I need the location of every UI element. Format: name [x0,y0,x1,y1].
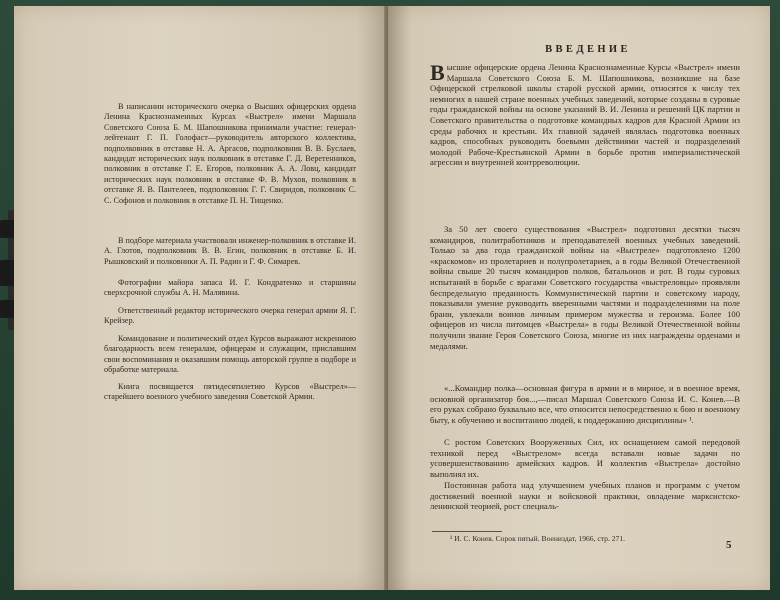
contributors-paragraph: В написании исторического очерка о Высших офицерских ордена Ленина Краснознаменных Курсах «Выстрел» имени Маршала Советского Союза Б. М. Шапошникова принимали участие: генерал-лейтенант Г. П. Голофаст—руководитель авторского коллектива, подполковник в отставке Н. А. Аргасов, подполковник В. В. Буслаев, кандидат исторических наук полковник в отставке Г. Д. Веретенников, полковник в отставке Г. Е. Егоров, полковник А. А. Ловц, кандидат исторических наук полковник в отставке Ф. В. Мухов, полковник в отставке Я. В. Пантелеев, подполковник Г. Г. Свиридов, полковник С. С. Софонов и полковник в отставке П. Н. Тищенко. [104,102,356,205]
left-page [14,6,386,590]
dedication-paragraph: Книга посвящается пятидесятилетию Курсов «Выстрел»—старейшего военного учебного заведения Советской Армии. [104,382,356,402]
acknowledgement-paragraph: Командование и политический отдел Курсов выражают искреннюю благодарность всем генералам, офицерам и служащим, приславшим свои воспоминания и оказавшим помощь авторской группе в подборе и обработке материала. [104,334,356,375]
growth-paragraph: С ростом Советских Вооруженных Сил, их оснащением самой передовой техникой перед «Выстрелом» всегда вставали новые задачи по усовершенствованию армейских кадров. И коллектив «Выстрела» достойно выполнял их. [430,437,740,479]
editor-paragraph: Ответственный редактор исторического очерка генерал армии Я. Г. Крейзер. [104,306,356,326]
materials-paragraph: В подборе материала участвовали инженер-полковник в отставке И. А. Глотов, подполковник В. В. Егин, полковник в отставке Б. И. Рышковский и полковники А. П. Радин и Г. Ф. Симарев. [104,236,356,266]
footnote: ¹ И. С. Конев. Сорок пятый. Воениздат, 1966, стр. 271. [450,534,626,543]
page-number: 5 [726,539,732,551]
continuing-paragraph: Постоянная работа над улучшением учебных планов и программ с учетом достижений военной науки и войсковой практики, овладение марксистско-ленинской теорией, рост специаль- [430,480,740,512]
quote-paragraph: «...Командир полка—основная фигура в армии и в мирное, и в военное время, основной организатор боя...,—писал Маршал Советского Союза И. С. Конев.—В его руках собрано буквально все, что относится непосредственно к бою и военному быту, к обучению и воспитанию людей, к поддержанию дисциплины» ¹. [430,383,740,425]
photos-paragraph: Фотографии майора запаса И. Г. Кондратенко и старшины сверхсрочной службы А. Н. Малявина. [104,278,356,298]
drop-cap: В [430,60,445,85]
footnote-rule [432,531,502,532]
chapter-heading: ВВЕДЕНИЕ [545,44,631,55]
history-paragraph: За 50 лет своего существования «Выстрел» подготовил десятки тысяч командиров, политработников и преподавателей военных учебных заведений. Только за два года гражданской войны на «Выстреле» подготовлено 1200 «краскомов» из пролетариев и полупролетариев, а в годы Великой Отечественной войны свыше 20 тысяч командиров полков, батальонов и рот. В годы суровых испытаний в борьбе с врагами Советского государства «выстреловцы» проявляли беспредельную преданность Коммунистической партии и советскому народу, показывали умение руководить вверенными частями и подразделениями на поле брани, увлекали воинов личным примером мужества и героизма. Более 100 офицеров из числа питомцев «Выстрела» в годы Великой Отечественной войны получили звание Героя Советского Союза, многие из них награждены орденами и медалями. [430,224,740,351]
intro-paragraph: Высшие офицерские ордена Ленина Краснознаменные Курсы «Выстрел» имени Маршала Советского Союза Б. М. Шапошникова, возникшие на базе Офицерской стрелковой школы старой русской армии, относятся к числу тех немногих в нашей стране военных учебных заведений, которые созданы в суровые годы гражданской войны на основе указаний В. И. Ленина и решений ЦК партии и Советского правительства о подготовке командных кадров для Красной Армии из среды рабочих и крестьян. Их главной задачей являлась подготовка военных кадров, способных руководить боевыми действиями частей и подразделений молодой Рабоче-Крестьянской Армии в борьбе против империалистической агрессии и внутренней контрреволюции. [430,60,740,168]
